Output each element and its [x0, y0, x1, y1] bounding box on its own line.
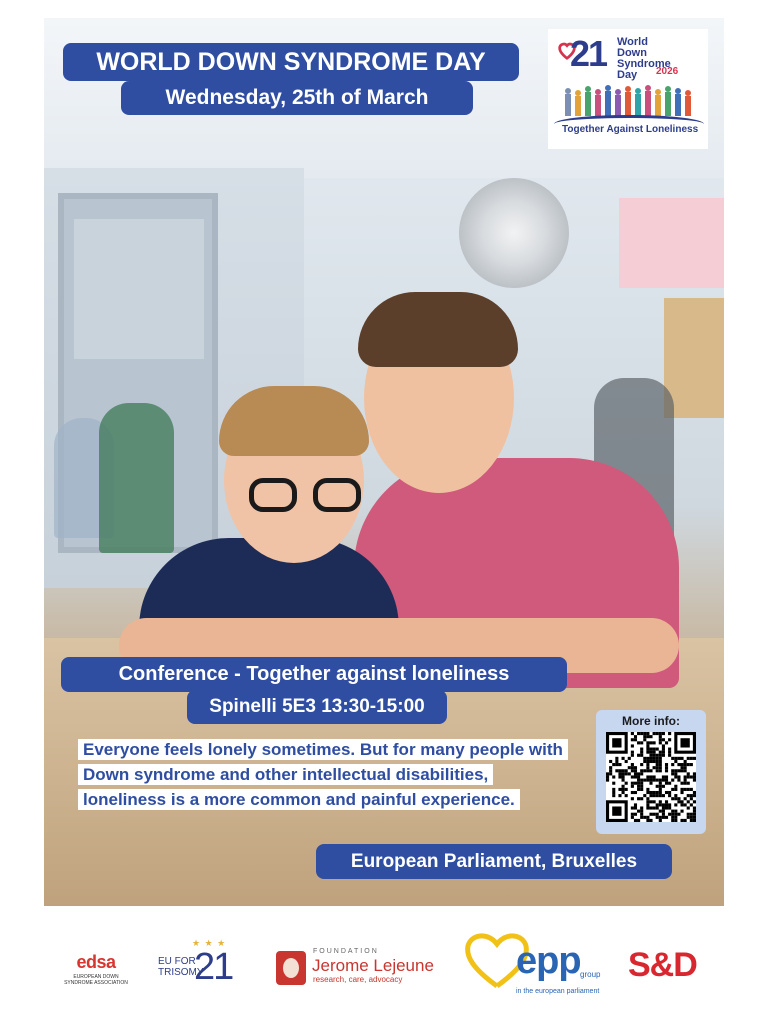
jerome-lejeune-logo: [276, 948, 434, 988]
wdsd-line: Syndrome: [617, 58, 671, 70]
epp-subtitle: in the european parliament: [516, 988, 600, 995]
wall-fan: [459, 178, 569, 288]
epp-group-label: group: [580, 970, 601, 979]
edsa-logo: [62, 952, 130, 986]
wdsd-tagline: Together Against Loneliness: [562, 124, 699, 135]
boy-hair: [358, 292, 518, 367]
glasses-icon: [249, 478, 369, 512]
wdsd-line: Day: [617, 69, 638, 81]
page-title: WORLD DOWN SYNDROME DAY: [63, 43, 519, 81]
photo-door-window: [74, 219, 204, 359]
edsa-subtitle: EUROPEAN DOWN SYNDROME ASSOCIATION: [64, 974, 128, 986]
s-and-d-logo: S&D: [628, 946, 697, 984]
background-child: [99, 403, 174, 553]
eu21-number: 21: [194, 946, 233, 988]
event-location: European Parliament, Bruxelles: [316, 844, 672, 879]
stars-icon: ★ ★ ★: [192, 938, 227, 948]
sponsor-logos: [0, 920, 768, 1024]
event-description: [78, 737, 576, 812]
wdsd-line: World: [617, 36, 648, 48]
boy-hair: [219, 386, 369, 456]
eu-for-trisomy21-logo: [150, 938, 240, 998]
eu21-line: TRISOMY: [158, 967, 204, 978]
portrait-icon: [276, 951, 306, 985]
more-info-box: [596, 710, 706, 834]
lejeune-name: Jerome Lejeune: [312, 956, 434, 975]
conference-title: Conference - Together against loneliness: [61, 657, 567, 692]
edsa-wordmark: edsa: [76, 952, 116, 972]
event-date: Wednesday, 25th of March: [121, 81, 473, 115]
event-description-text: Everyone feels lonely sometimes. But for many people with Down syndrome and other intellectual disabilities, loneliness is a more common and painful experience.: [78, 739, 568, 810]
epp-group-logo: [462, 928, 612, 1008]
lejeune-tagline: research, care, advocacy: [313, 975, 403, 984]
epp-wordmark: epp: [516, 940, 581, 982]
wdsd-line: Down: [617, 47, 647, 59]
wdsd-logo: [548, 29, 708, 149]
lejeune-foundation: FOUNDATION: [313, 948, 379, 955]
wdsd-year: 2026: [656, 66, 679, 77]
crowd-icon: [562, 83, 696, 119]
more-info-label: More info:: [622, 714, 680, 728]
room-time: Spinelli 5E3 13:30-15:00: [187, 690, 447, 724]
pink-board: [619, 198, 724, 288]
qr-code-icon[interactable]: [606, 732, 696, 822]
wdsd-number: 21: [570, 33, 607, 74]
eu21-line: EU FOR: [158, 956, 196, 967]
